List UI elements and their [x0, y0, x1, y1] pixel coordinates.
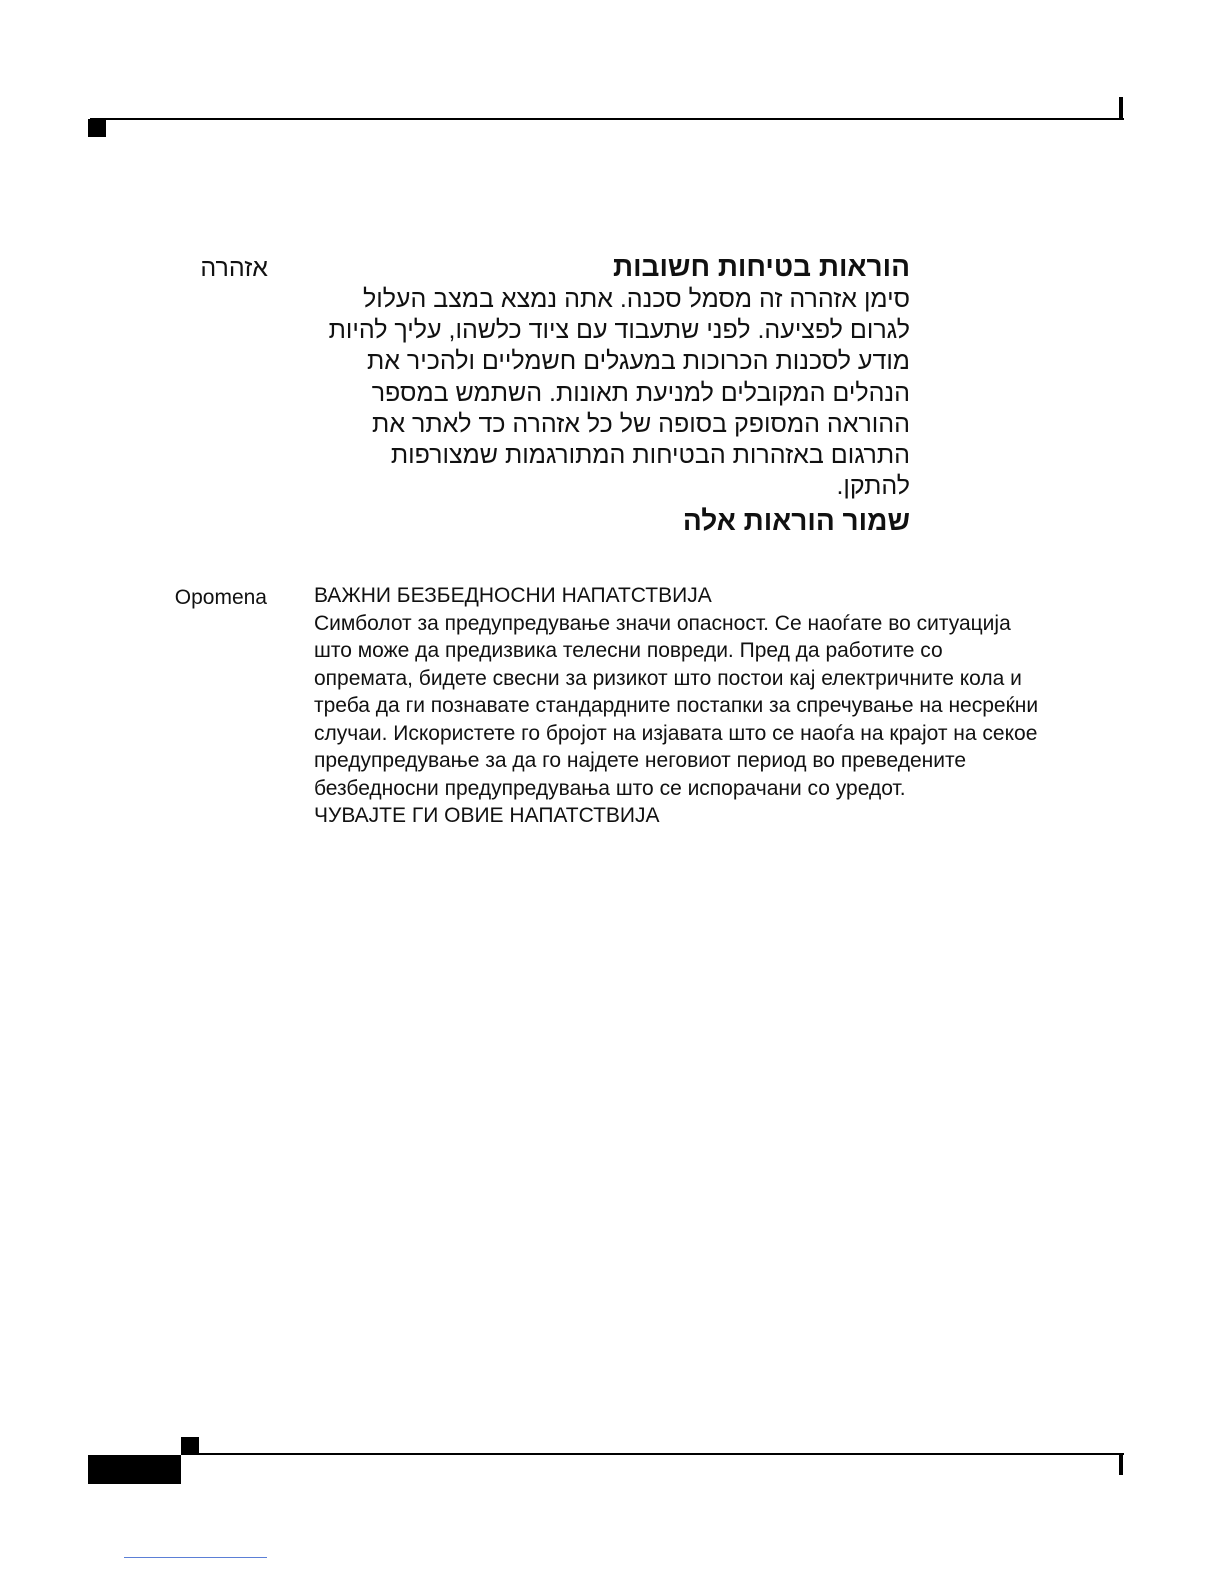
- macedonian-text-line: треба да ги познавате стандардните постапки за спречување на несреќни: [314, 694, 1039, 717]
- macedonian-text-line: случаи. Искористете го бројот на изјавата што се наоѓа на крајот на секое: [314, 721, 1038, 745]
- hebrew-text-line: סימן אזהרה זה מסמל סכנה. אתה נמצא במצב העלול: [362, 285, 910, 313]
- hebrew-text-line: לגרום לפציעה. לפני שתעבוד עם ציוד כלשהו, עליך להיות: [328, 316, 910, 345]
- macedonian-warning-title: ВАЖНИ БЕЗБЕДНОСНИ НАПАТСТВИЈА: [314, 584, 712, 607]
- footer-page-block: [88, 1455, 181, 1484]
- hebrew-warning-block: [300, 250, 910, 540]
- macedonian-text-line: безбедносни предупредувања што се испорачани со уредот.: [314, 776, 906, 800]
- macedonian-text-line: предупредување за да го најдете неговиот период во преведените: [314, 749, 967, 772]
- header-rule: [90, 118, 1124, 120]
- macedonian-text-line: опремата, бидете свесни за ризикот што постои кај електричните кола и: [314, 666, 1022, 690]
- macedonian-text-line: што може да предизвика телесни повреди. Пред да работите со: [314, 639, 943, 662]
- footer-marker: [181, 1437, 199, 1454]
- macedonian-warning-label: Opomena: [174, 586, 267, 609]
- macedonian-warning-footer: ЧУВАЈТЕ ГИ ОВИЕ НАПАТСТВИЈА: [314, 804, 660, 827]
- hebrew-text-line: הנהלים המקובלים למניעת תאונות. השתמש במספר: [371, 378, 910, 407]
- hebrew-text-line: מודע לסכנות הכרוכות במעגלים חשמליים ולהכיר את: [366, 347, 910, 376]
- hebrew-text-line: להתקן.: [836, 472, 910, 501]
- header-tick: [1119, 97, 1123, 119]
- macedonian-warning-block: [314, 582, 1114, 830]
- header-marker: [88, 119, 106, 137]
- hebrew-text-line: ההוראה המסופק בסופה של כל אזהרה כד לאתר את: [372, 409, 910, 438]
- hebrew-text-line: התרגום באזהרות הבטיחות המתורגמות שמצורפות: [390, 441, 910, 470]
- footer-tick: [1119, 1455, 1123, 1475]
- footer-link-underline: [124, 1557, 267, 1558]
- hebrew-warning-title: הוראות בטיחות חשובות: [612, 251, 910, 282]
- macedonian-text-line: Симболот за предупредување значи опасност. Се наоѓате во ситуација: [314, 611, 1011, 635]
- hebrew-warning-label: אזהרה: [200, 254, 268, 282]
- footer-rule: [181, 1453, 1124, 1455]
- hebrew-warning-footer: שמור הוראות אלה: [682, 505, 910, 537]
